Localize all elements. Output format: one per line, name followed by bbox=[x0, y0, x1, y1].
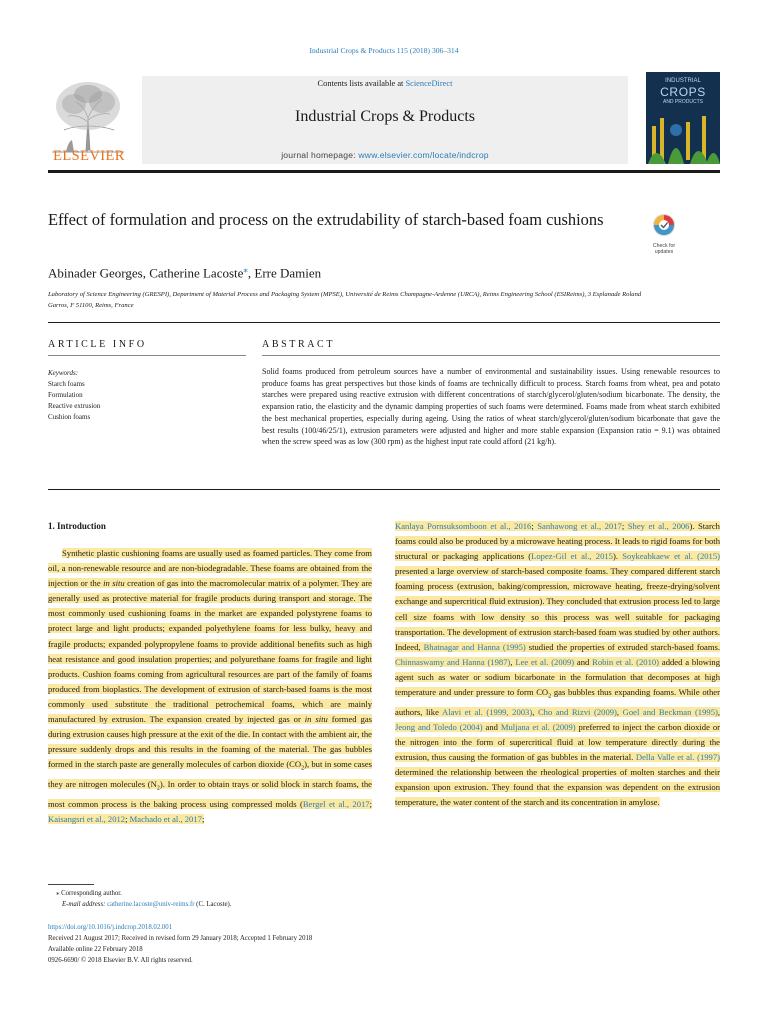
body-text: gas bubbles thus expanding foams. While other authors, like bbox=[395, 687, 720, 717]
body-text: ). bbox=[612, 551, 623, 562]
abstract-text: Solid foams produced from petroleum sources have a number of environmental and sustainability issues. Using renewable resources to produce foams has great perspectives but those kinds of foams are technically difficult to process. Starch foams from wheat, pea and potato starches were prepared using reactive extrusion with different concentrations of starch/glycerol/gluten/sodium bicarbonate. The density, the expansion ratio, the elasticity and the dynamic damping properties of such foams were determined. Foams made from wheat starch exhibited the best mechanical properties, especially during ageing. Using the ratios of wheat starch/glycerol/gluten/sodium bicarbonate that gave the best results (100/46/25/1), extrusion parameters were adjusted and higher and more stable expansion (Expansion ratio = 9.1) was obtained when the screw speed was as low (300 rpm) as the highest input rate could afford (21 kg/h). bbox=[262, 367, 720, 447]
citation-link[interactable]: Sanhawong et al., 2017 bbox=[537, 521, 622, 531]
crossmark-line-2: updates bbox=[654, 249, 674, 255]
body-text: added a blowing agent such as water or sodium bicarbonate in the formulation that decomposes at high temperature and under pressure to form CO bbox=[395, 656, 720, 698]
doi-link[interactable]: https://doi.org/10.1016/j.indcrop.2018.02.001 bbox=[48, 924, 173, 931]
introduction-left-column bbox=[48, 546, 372, 827]
body-text: , bbox=[532, 706, 538, 717]
body-text: ), but in some cases they are nitrogen molecules (N bbox=[48, 759, 372, 790]
cover-line-2: CROPS bbox=[660, 85, 706, 99]
contents-prefix: Contents lists available at bbox=[317, 79, 406, 88]
article-title: Effect of formulation and process on the extrudability of starch-based foam cushions bbox=[48, 210, 604, 229]
citation-link[interactable]: Jeong and Toledo (2004) bbox=[395, 721, 483, 732]
citation-link[interactable]: Soykeabkaew et al. (2015) bbox=[622, 551, 720, 562]
keywords-block bbox=[48, 368, 100, 423]
citation-link[interactable]: Muljana et al. (2009) bbox=[500, 721, 576, 732]
body-text: formed gas during extrusion causes high pressure at the exit of the die. In contact with the ambient air, the pressure suddenly drops and this results in the foaming of the material. The gas bubbles formed in the starch paste are generally molecules of carbon dioxide (CO bbox=[48, 714, 373, 770]
emphasis-text: in situ bbox=[304, 714, 328, 725]
highlighted-text bbox=[395, 521, 720, 807]
citation-link[interactable]: Della Valle et al. (1997) bbox=[635, 752, 720, 763]
email-suffix: (C. Lacoste). bbox=[194, 901, 232, 908]
body-text: ; bbox=[531, 521, 538, 531]
email-note bbox=[62, 899, 231, 910]
subscript-text: 2 bbox=[548, 693, 552, 700]
cover-plants-icon bbox=[646, 112, 720, 164]
copyright-line: 0926-6690/ © 2018 Elsevier B.V. All rights reserved. bbox=[48, 957, 193, 964]
citation-link[interactable]: Kanlaya Pornsuksomboon et al., 2016 bbox=[395, 521, 532, 531]
emphasis-text: in situ bbox=[103, 578, 125, 589]
cover-line-3: AND PRODUCTS bbox=[662, 99, 703, 105]
abstract-rule bbox=[262, 355, 720, 356]
keyword-item: Reactive extrusion bbox=[48, 402, 101, 411]
article-info-rule bbox=[48, 355, 246, 356]
body-text: , bbox=[616, 706, 623, 717]
body-text: ). In order to obtain trays or solid block in starch foams, the most common process is the baking process using compressed molds ( bbox=[48, 779, 372, 809]
elsevier-logo bbox=[48, 74, 130, 166]
keyword-item: Formulation bbox=[48, 391, 83, 400]
corresponding-author-mark[interactable]: ⁎ bbox=[243, 264, 248, 274]
citation-link[interactable]: Machado et al., 2017 bbox=[129, 814, 202, 825]
article-info-heading: ARTICLE INFO bbox=[48, 339, 147, 350]
authors-part-2: , Erre Damien bbox=[247, 265, 322, 281]
body-text: Synthetic plastic cushioning foams are usually used as foamed particles. They come from oil, a non-renewable resource and are non-biodegradable. These foams are obtained from the injection or the bbox=[48, 548, 372, 589]
journal-cover bbox=[646, 72, 720, 164]
body-text: and bbox=[574, 656, 593, 667]
header-rule bbox=[48, 170, 720, 173]
citation-link[interactable]: Goel and Beckman (1995) bbox=[622, 706, 718, 717]
body-text: ; bbox=[369, 798, 372, 809]
highlighted-text bbox=[48, 548, 372, 824]
citation-link[interactable]: Lopez-Gil et al., 2015 bbox=[531, 551, 613, 562]
body-text: studied the properties of extruded starch-based foams. bbox=[525, 641, 720, 652]
corresponding-note: ⁎ Corresponding author. bbox=[56, 890, 122, 897]
sciencedirect-link[interactable]: ScienceDirect bbox=[405, 79, 453, 88]
email-link[interactable]: catherine.lacoste@univ-reims.fr bbox=[107, 901, 195, 908]
available-online: Available online 22 February 2018 bbox=[48, 946, 143, 953]
journal-homepage bbox=[142, 150, 628, 160]
cover-line-1: INDUSTRIAL bbox=[665, 78, 701, 84]
body-text: preferred to inject the carbon dioxide or the nitrogen into the form of supercritical fluid at low temperature directly during the extrusion, thus causing the formation of gas bubbles in the material. bbox=[395, 721, 720, 763]
introduction-heading: 1. Introduction bbox=[48, 521, 106, 531]
body-text: ). Starch foams could also be produced by a microwave heating process. It leads to rigid foams for both structural or packaging applications ( bbox=[395, 521, 720, 562]
body-text: and bbox=[482, 721, 501, 732]
author-list bbox=[48, 264, 321, 281]
citation-link[interactable]: Bhatnagar and Hanna (1995) bbox=[423, 641, 526, 652]
citation-link[interactable]: Shey et al., 2006 bbox=[627, 521, 690, 531]
journal-name: Industrial Crops & Products bbox=[295, 108, 475, 125]
keywords-label: Keywords: bbox=[48, 369, 79, 377]
authors-part-1: Abinader Georges, Catherine Lacoste bbox=[48, 265, 244, 281]
keyword-item: Cushion foams bbox=[48, 413, 91, 422]
publisher-logo-text: ELSEVIER bbox=[53, 148, 125, 164]
crossmark-icon bbox=[646, 212, 682, 238]
info-top-rule bbox=[48, 322, 720, 323]
body-text: ; bbox=[125, 814, 130, 825]
homepage-link[interactable]: www.elsevier.com/locate/indcrop bbox=[358, 150, 489, 160]
check-for-updates-badge[interactable] bbox=[646, 212, 682, 255]
footnote-rule bbox=[48, 884, 94, 885]
received-dates: Received 21 August 2017; Received in revised form 29 January 2018; Accepted 1 February 2018 bbox=[48, 935, 313, 942]
keyword-item: Starch foams bbox=[48, 380, 85, 389]
citation-link[interactable]: Robin et al. (2010) bbox=[592, 656, 660, 667]
abstract-bottom-rule bbox=[48, 489, 720, 490]
introduction-right-column bbox=[395, 519, 720, 811]
citation-link[interactable]: Kaisangsri et al., 2012 bbox=[48, 814, 126, 825]
body-text: presented a large overview of starch-based composite foams. They compared different starch foaming process (extrusion, baking/compression, microwave heating, freeze-drying/solvent exchange and supercritical fluid extrusion). They concluded that extrusion process led to large cell size foams with low density so this process was well suitable for packaging transportation. The development of extrusion starch-based foam was studied by other authors. Indeed, bbox=[395, 566, 720, 652]
citation-link[interactable]: Cho and Rizvi (2009) bbox=[537, 706, 617, 717]
abstract-heading: ABSTRACT bbox=[262, 339, 336, 350]
homepage-label: journal homepage: bbox=[281, 150, 359, 160]
body-text: determined the relationship between the rheological properties of molten starches and their expansion upon extrusion. They found that the expansion was dependent on the extrusion temperature, the water content of the starch and its concentration in amylose. bbox=[395, 767, 720, 808]
crossmark-line-1: Check for bbox=[652, 243, 676, 249]
body-text: ; bbox=[201, 814, 205, 825]
affiliation: Laboratory of Science Engineering (GRESPI), Department of Material Process and Packaging System (MPSE), Université de Reims Champagne-Ardenne (URCA), Reims Engineering School (ESIReims), 3 Esplanade Roland Garros, F 51100, Reims, France bbox=[48, 291, 642, 309]
contents-line bbox=[142, 79, 628, 88]
citation-link[interactable]: Alavi et al. (1999, 2003) bbox=[442, 706, 533, 717]
email-label: E-mail address: bbox=[62, 901, 108, 908]
citation-link[interactable]: Bergel et al., 2017 bbox=[302, 798, 370, 809]
body-text: , bbox=[717, 706, 721, 717]
citation-link[interactable]: Lee et al. (2009) bbox=[515, 656, 575, 667]
body-text: creation of gas into the macromolecular matrix of a polymer. They are generally used as protective material for fragile products during transport and storage. The most commonly used cushioning foams in the market are expanded polystyrene foams to protect large and light products; expanded polyethylene foams for less bulky, heavy and fragile products; expanded polypropylene foams to provide additional benefits such as high heat resistance and good insulation properties; and polyurethane foams for fragile and light products. Cushion foams coming from agricultural resources are part of the family of foams produced from bioplastics. The development of extrusion of starch-based foams is the most commonly used substitute the traditional petrochemical foams, which are mainly manufactured by extrusion. The expansion created by injected gas or bbox=[48, 578, 372, 725]
body-text: ; bbox=[621, 521, 628, 531]
subscript-text: 2 bbox=[301, 766, 305, 773]
citation-link[interactable]: Chinnaswamy and Hanna (1987) bbox=[395, 656, 511, 667]
body-text: , bbox=[510, 656, 516, 667]
subscript-text: 2 bbox=[156, 785, 160, 792]
journal-reference[interactable]: Industrial Crops & Products 115 (2018) 306–314 bbox=[309, 46, 459, 55]
